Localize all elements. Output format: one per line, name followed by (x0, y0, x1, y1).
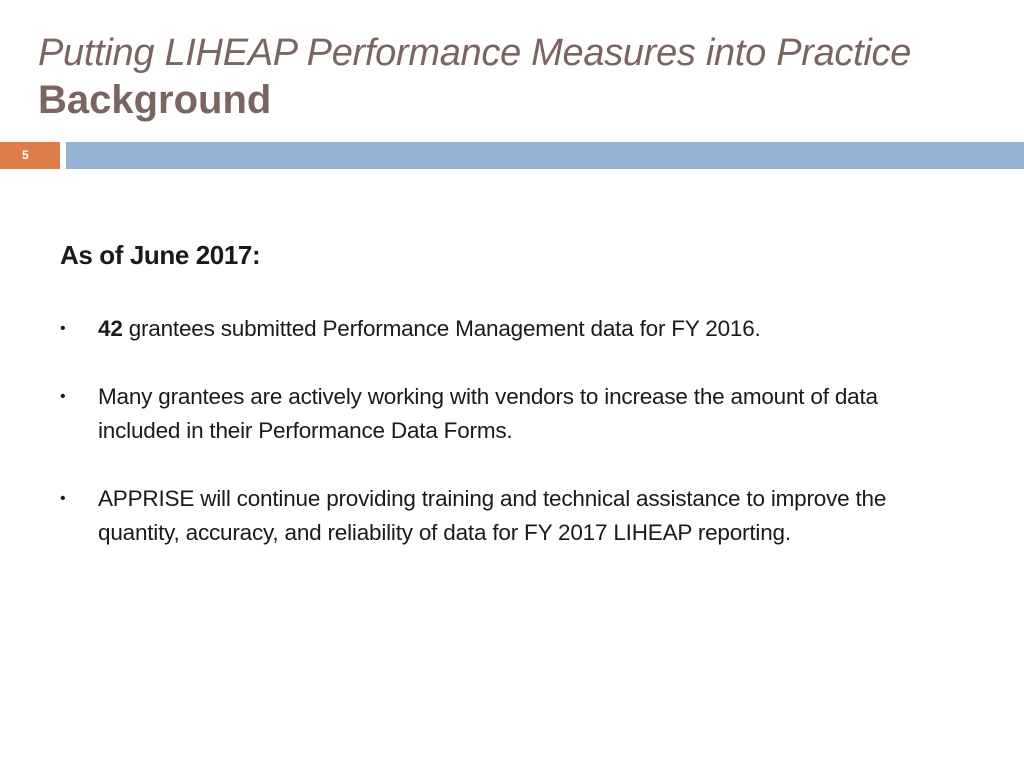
bullet-item-3 (60, 482, 960, 550)
slide-title (38, 30, 911, 124)
bullet-icon: • (60, 388, 66, 405)
slide-number: 5 (0, 142, 60, 169)
bullet-icon: • (60, 490, 66, 507)
bullet-text: APPRISE will continue providing training and technical assistance to improve the quantity, accuracy, and reliability of data for FY 2017 LIHEAP reporting. (98, 486, 887, 545)
bullet-list (60, 312, 960, 550)
bullet-item-2 (60, 380, 960, 448)
header-bar (66, 142, 1024, 169)
title-line-1: Putting LIHEAP Performance Measures into Practice (38, 32, 912, 74)
bullet-text: grantees submitted Performance Management data for FY 2016. (122, 316, 761, 341)
slide-content (60, 232, 960, 584)
bullet-item-1 (60, 312, 960, 346)
bullet-text: Many grantees are actively working with vendors to increase the amount of data included in their Performance Data Forms. (98, 384, 878, 443)
bullet-icon: • (60, 320, 66, 337)
section-heading: As of June 2017: (60, 240, 261, 270)
bullet-bold: 42 (98, 316, 123, 341)
title-line-2: Background (38, 78, 272, 122)
